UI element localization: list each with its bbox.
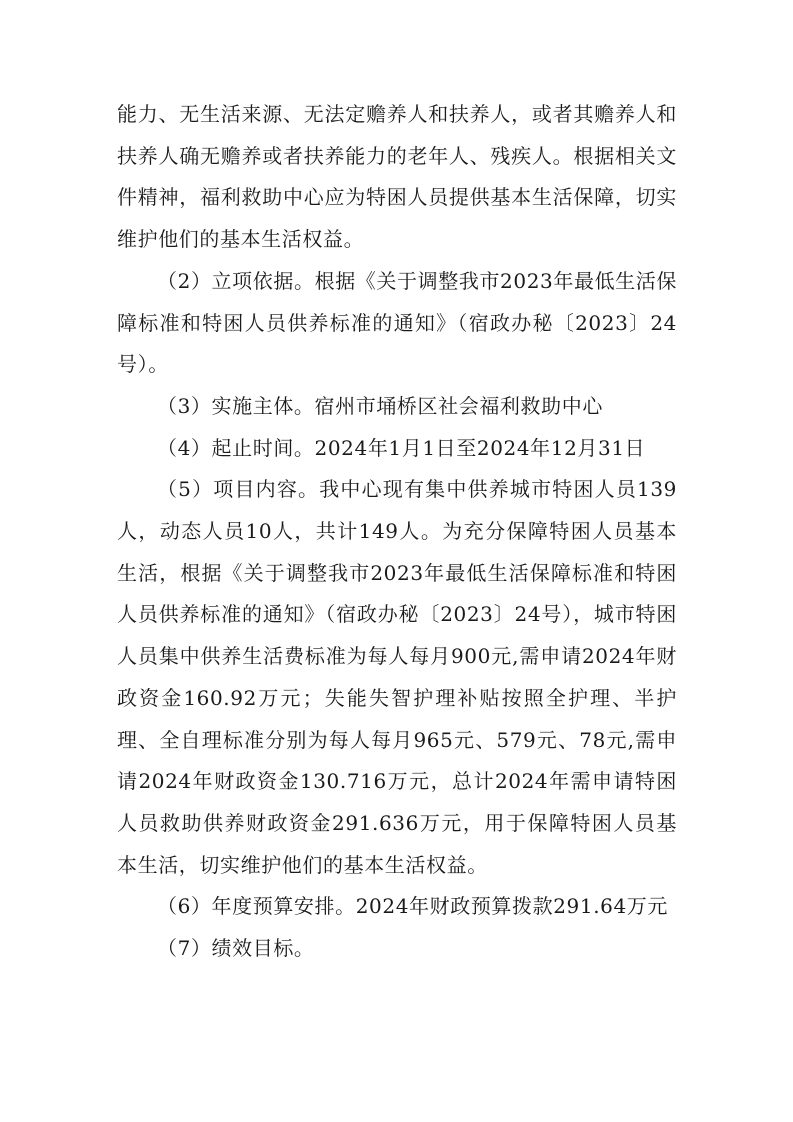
- paragraph-time-period: （4）起止时间。2024年1月1日至2024年12月31日: [157, 435, 646, 460]
- paragraph-performance-goals: （7）绩效目标。: [157, 936, 315, 961]
- paragraph-project-content: （5）项目内容。我中心现有集中供养城市特困人员139人，动态人员10人，共计149人。为充分保障特困人员基本生活，根据《关于调整我市2023年最低生活保障标准和特困人员供养标准的通知》（宿政办秘〔2023〕24号），城市特困人员集中供养生活费标准为每人每月900元,需申请2024年财政资金160.92万元；失能失智护理补贴按照全护理、半护理、全自理标准分别为每人每月965元、579元、78元,需申请2024年财政资金130.716万元，总计2024年需申请特困人员救助供养财政资金291.636万元，用于保障特困人员基本生活，切实维护他们的基本生活权益。: [117, 477, 677, 877]
- paragraph-continuation: 能力、无生活来源、无法定赡养人和扶养人，或者其赡养人和扶养人确无赡养或者扶养能力的老年人、残疾人。根据相关文件精神，福利救助中心应为特困人员提供基本生活保障，切实维护他们的基本生活权益。: [117, 102, 677, 252]
- paragraph-project-basis: （2）立项依据。根据《关于调整我市2023年最低生活保障标准和特困人员供养标准的通知》（宿政办秘〔2023〕24号）。: [117, 268, 677, 377]
- paragraph-annual-budget: （6）年度预算安排。2024年财政预算拨款291.64万元: [157, 894, 669, 919]
- paragraph-implementing-body: （3）实施主体。宿州市埇桥区社会福利救助中心: [157, 393, 603, 418]
- document-body: [117, 94, 677, 970]
